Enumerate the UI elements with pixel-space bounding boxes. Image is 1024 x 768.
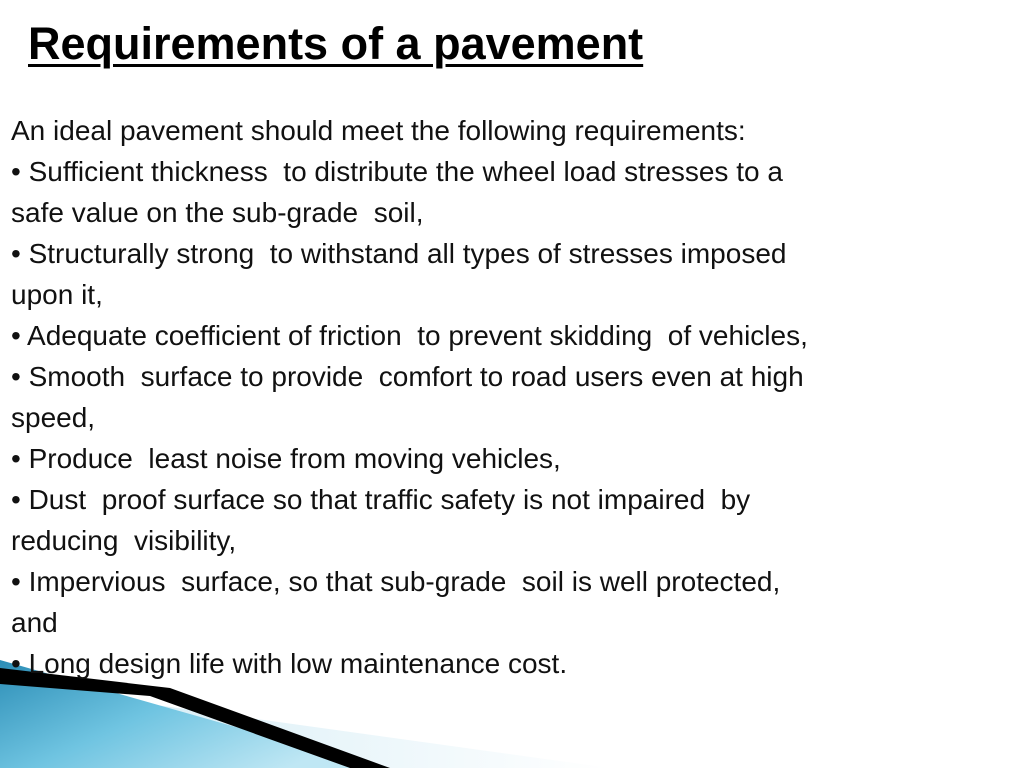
bullet-friction: • Adequate coefficient of friction to prevent skidding of vehicles, xyxy=(11,320,808,351)
bullet-strength-cont: upon it, xyxy=(11,279,103,310)
bullet-thickness: • Sufficient thickness to distribute the wheel load stresses to a xyxy=(11,156,783,187)
bullet-smooth: • Smooth surface to provide comfort to road users even at high xyxy=(11,361,804,392)
intro-line: An ideal pavement should meet the following requirements: xyxy=(11,115,746,146)
slide-title: Requirements of a pavement xyxy=(28,18,644,69)
bullet-thickness-cont: safe value on the sub-grade soil, xyxy=(11,197,424,228)
bullet-smooth-cont: speed, xyxy=(11,402,96,433)
bullet-impervious-cont: and xyxy=(11,607,58,638)
bullet-dust-cont: reducing visibility, xyxy=(11,525,237,556)
bullet-noise: • Produce least noise from moving vehicles, xyxy=(11,443,561,474)
bullet-impervious: • Impervious surface, so that sub-grade soil is well protected, xyxy=(11,566,781,597)
bullet-dust: • Dust proof surface so that traffic safety is not impaired by xyxy=(11,484,751,515)
bullet-design-life: • Long design life with low maintenance cost. xyxy=(11,648,568,679)
requirements-text xyxy=(11,110,1011,684)
bullet-strength: • Structurally strong to withstand all types of stresses imposed xyxy=(11,238,787,269)
